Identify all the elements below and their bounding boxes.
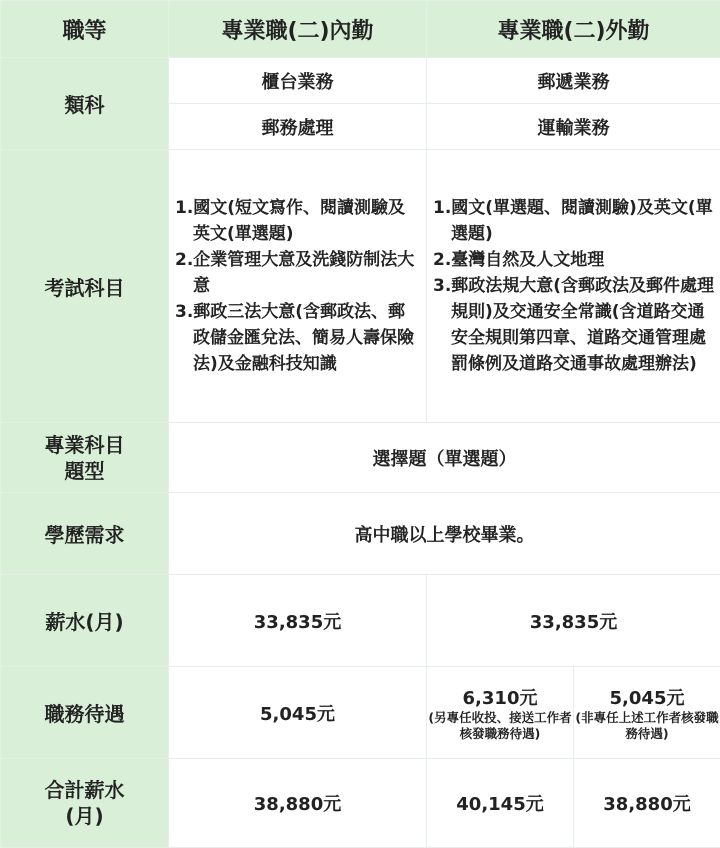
category-row-1 bbox=[1, 58, 720, 104]
subject-indoor-item: 3.郵政三法大意(含郵政法、郵政儲金匯兌法、簡易人壽保險法)及金融科技知識 bbox=[175, 299, 422, 377]
header-row bbox=[1, 1, 720, 58]
allowance-row bbox=[1, 667, 720, 759]
total-indoor: 38,880元 bbox=[169, 759, 427, 848]
education-value: 高中職以上學校畢業。 bbox=[169, 493, 720, 575]
subjects-indoor bbox=[169, 150, 427, 423]
total-row bbox=[1, 759, 720, 848]
education-label: 學歷需求 bbox=[1, 493, 169, 575]
subjects-label: 考試科目 bbox=[1, 150, 169, 423]
header-outdoor: 專業職(二)外勤 bbox=[427, 1, 720, 58]
allowance-outdoor-a bbox=[427, 667, 574, 759]
question-type-label bbox=[1, 423, 169, 493]
question-type-value: 選擇題（單選題） bbox=[169, 423, 720, 493]
subject-outdoor-item: 1.國文(單選題、閱讀測驗)及英文(單選題) bbox=[433, 195, 716, 247]
subject-outdoor-item: 3.郵政法規大意(含郵政法及郵件處理規則)及交通安全常識(含道路交通安全規則第四章、道路交通管理處罰條例及道路交通事故處理辦法) bbox=[433, 273, 716, 377]
question-type-label-text: 專業科目題型 bbox=[45, 432, 125, 484]
salary-label: 薪水(月) bbox=[1, 575, 169, 667]
category-indoor-1: 櫃台業務 bbox=[169, 58, 427, 104]
education-row bbox=[1, 493, 720, 575]
header-indoor: 專業職(二)內勤 bbox=[169, 1, 427, 58]
salary-indoor: 33,835元 bbox=[169, 575, 427, 667]
salary-row bbox=[1, 575, 720, 667]
total-outdoor-a: 40,145元 bbox=[427, 759, 574, 848]
total-label-text: 合計薪水(月) bbox=[35, 777, 135, 829]
salary-outdoor: 33,835元 bbox=[427, 575, 720, 667]
category-indoor-2: 郵務處理 bbox=[169, 104, 427, 150]
allowance-label: 職務待遇 bbox=[1, 667, 169, 759]
allowance-outdoor-a-value: 6,310元 bbox=[463, 688, 538, 709]
total-label bbox=[1, 759, 169, 848]
question-type-row bbox=[1, 423, 720, 493]
header-grade: 職等 bbox=[1, 1, 169, 58]
subjects-row bbox=[1, 150, 720, 423]
category-outdoor-1: 郵遞業務 bbox=[427, 58, 720, 104]
subject-indoor-item: 2.企業管理大意及洗錢防制法大意 bbox=[175, 247, 422, 299]
category-label: 類科 bbox=[1, 58, 169, 150]
allowance-indoor: 5,045元 bbox=[169, 667, 427, 759]
allowance-outdoor-b-value: 5,045元 bbox=[610, 688, 685, 709]
allowance-outdoor-b-note: (非專任上述工作者核發職務待遇) bbox=[574, 710, 720, 742]
subject-indoor-item: 1.國文(短文寫作、閱讀測驗及英文(單選題) bbox=[175, 195, 422, 247]
subjects-outdoor bbox=[427, 150, 720, 423]
subject-outdoor-item: 2.臺灣自然及人文地理 bbox=[433, 247, 716, 273]
total-outdoor-b: 38,880元 bbox=[574, 759, 720, 848]
allowance-outdoor-b bbox=[574, 667, 720, 759]
category-outdoor-2: 運輸業務 bbox=[427, 104, 720, 150]
allowance-outdoor-a-note: (另專任收投、接送工作者核發職務待遇) bbox=[427, 710, 573, 742]
